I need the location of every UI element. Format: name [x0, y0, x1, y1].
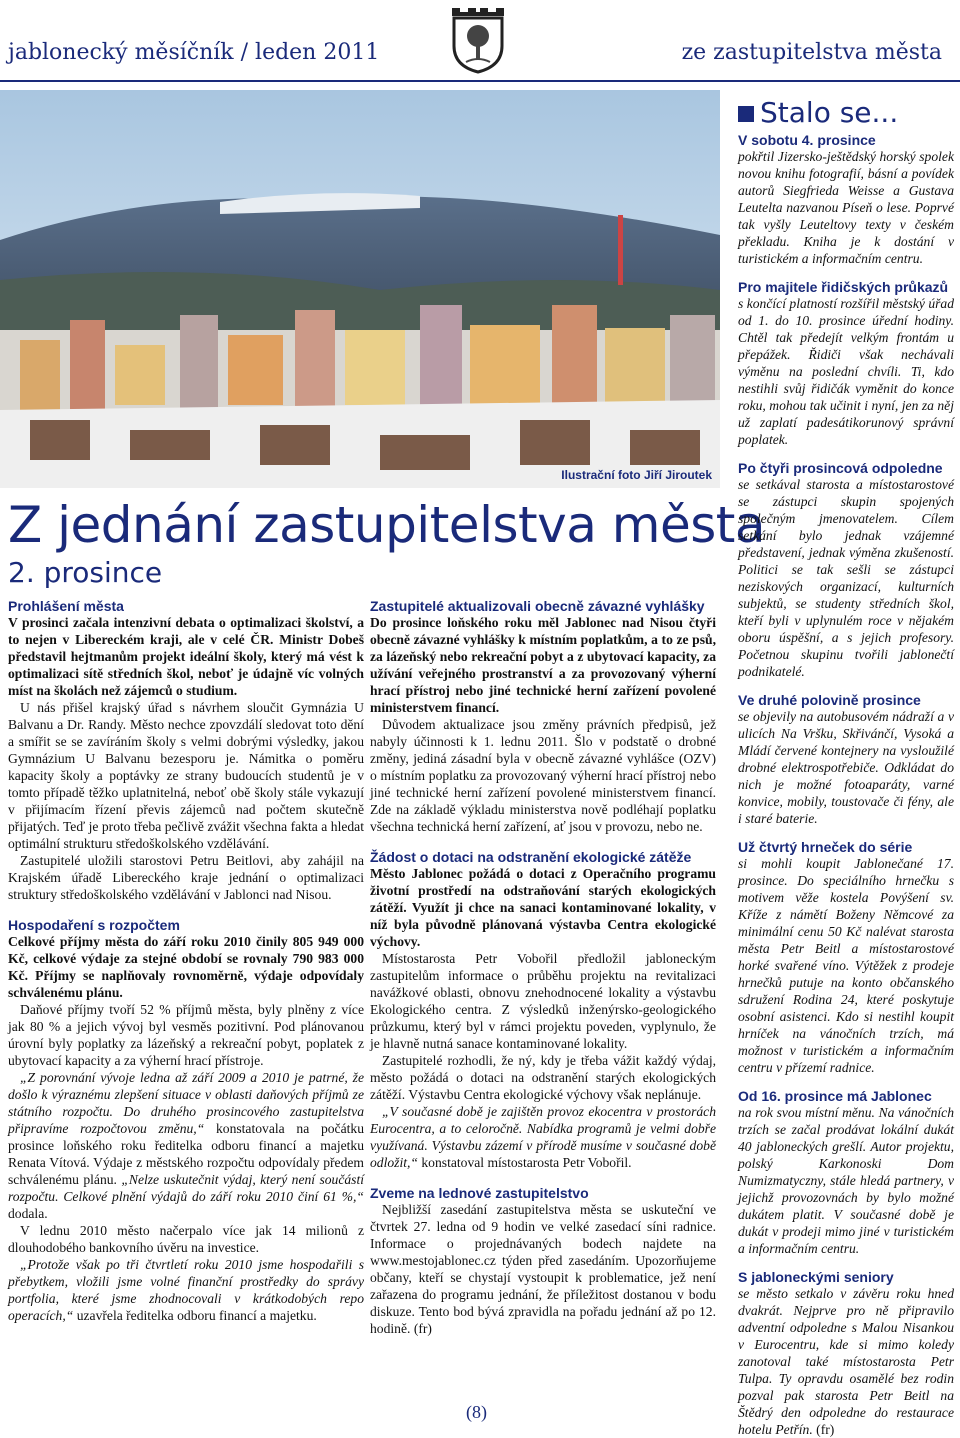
news-item — [738, 692, 954, 827]
sidebar-title-text: Stalo se... — [760, 96, 899, 129]
city-crest-icon — [446, 2, 510, 74]
city-photo — [0, 90, 720, 488]
news-item — [738, 1088, 954, 1257]
news-text: se setkával starosta a místostarostové se zástupci skupin spojených společným jmenovatelem. Cílem setkání bylo jednak vzájemné představení, jednak výměna zkušeností. Politici se tak sešli se zástupci neziskových organizací, kulturních subjektů, se studenty středních škol, kteří byli v uplynulém roce v nějakém oboru úspěšní, a s jejich profesory. Početnou skupinu tvořili jablonečtí podnikatelé. — [738, 477, 954, 679]
quote: „Nelze uskutečnit výdaj, který není součástí rozpočtu. Celkové plnění výdajů do září roku 2010 činí 61 %,“ — [8, 1172, 364, 1204]
news-heading: S jabloneckými seniory — [738, 1269, 894, 1285]
heading-ordinances: Zastupitelé aktualizovali obecně závazné vyhlášky — [370, 598, 705, 614]
heading-subsidy: Žádost o dotaci na odstranění ekologické zátěže — [370, 849, 692, 865]
paragraph: Místostarosta Petr Vobořil předložil jabloneckým zastupitelům informace o průběhu projektu na revitalizaci navážkové oblasti, obnovu znehodnocené lokality a výstavbu Ekologického centra. Z výsledků inženýrsko-geologického průzkumu, který byl v rámci projektu poveden, vyplynulo, že je hlavně nutná sanace kontaminované lokality. — [370, 951, 716, 1051]
paragraph — [370, 1201, 716, 1337]
page-number: (8) — [466, 1402, 487, 1422]
paragraph — [370, 1103, 716, 1171]
author-signature: (fr) — [816, 1422, 835, 1437]
magazine-title: jablonecký měsíčník / leden 2011 — [8, 40, 380, 65]
paragraph: V lednu 2010 město načerpalo více jak 14 milionů z dlouhodobého bankovního úvěru na investice. — [8, 1223, 364, 1255]
news-item — [738, 1269, 954, 1438]
news-item — [738, 132, 954, 267]
paragraph: U nás přišel krajský úřad s návrhem sloučit Gymnázia U Balvanu a Dr. Randy. Město nechce zpovzdálí sledovat toto dění a smířit se se zavíráním školy s velmi dobrými výsledky, jakou Gymnázium U Balvanu bezesporu je. Námitka o poměru kapacity školy a poptávky ze strany budoucích studentů je v tomto případě těžko uplatnitelná, neboť obě školy stále vykazují v přijímacím řízení převis zájemců nad počtem skutečně přijatých. Teď je proto třeba pečlivě zvážit všechna fakta a hledat optimální strukturu středoškolského vzdělávání. — [8, 700, 364, 851]
paragraph — [8, 1256, 364, 1324]
text: dodala. — [8, 1206, 48, 1221]
quote: „V současné době je zajištěn provoz ekocentra v prostorách Eurocentra, a to celoročně. Nabídka programů je velmi dobře využívaná. Výstavbu zázemí v přírodě musíme v současné době odložit,“ — [370, 1104, 716, 1170]
news-heading: Ve druhé polovině prosince — [738, 692, 921, 708]
author-signature: (fr) — [413, 1321, 432, 1336]
news-item — [738, 279, 954, 448]
news-text: pokřtil Jizersko-ještědský horský spolek novou knihu fotografií, básní a povídek autorů Siegfrieda Weisse a Gustava Leutelta nazvanou Píseň o lese. Poprvé tak vyšly Leuteltovy texty v českém překladu. Kniha je k dostání v turistickém a informačním centru. — [738, 149, 954, 266]
paragraph — [8, 1069, 364, 1222]
sidebar-news — [738, 132, 954, 1438]
paragraph: Důvodem aktualizace jsou změny právních předpisů, jež nabyly účinnosti k 1. lednu 2011. Šlo v podstatě o drobné změny, jediná zásadní byla v obecně závazné vyhlášce (OZV) o místním poplatku za provozovaný výherní hrací přístroj nebo jiné technické herní zařízení povolené ministerstvem financí. Zde na základě výkladu ministerstva nově podléhají poplatku všechna technická herní zařízení, ať jsou v provozu, nebo ne. — [370, 717, 716, 834]
news-text: na rok svou místní měnu. Na vánočních trzích se začal prodávat lokální dukát 40 jabloneckých grešlí. Autor projektu, polský Karkonoski Dom Numizmatyczny, stále hledá partnery, v jejichž provozovnách by bylo možné dukátem platit. V současné době je dukát v prodeji mimo jiné v turistickém a informačním centru. — [738, 1105, 954, 1256]
paragraph: Město Jablonec požádá o dotaci z Operačního programu životní prostředí na odstraňování starých ekologických zátěží. Využít ji chce na sanaci kontaminované lokality, v níž byla původně plánovaná výstavba Centra ekologické výchovy. — [370, 866, 716, 949]
page-header — [0, 0, 960, 88]
paragraph: Zastupitelé rozhodli, že ný, kdy je třeba vážit každý výdaj, město požádá o dotaci na odstranění starých ekologických zátěží. Výstavbu Centra ekologické výchovy však neplánuje. — [370, 1053, 716, 1102]
section-title: ze zastupitelstva města — [681, 40, 942, 65]
news-text: si mohli koupit Jablonečané 17. prosince. Do speciálního hrnečku s motivem věže kostela Povýšení sv. Kříže z námětí Boženy Němcové za minimální cenu 50 Kč nalévat starosta města Petr Beitl a místostarostové horké svařené víno. Výtěžek z prodeje hrnečků putuje na konto občanského sdružení Rodina 24, které poskytuje osobní asistenci. Kdo si nestihl koupit hrníček na vánočních trzích, má možnost v turistickém a informačním centru v přízemí radnice. — [738, 856, 954, 1075]
news-item — [738, 839, 954, 1076]
news-heading: Už čtvrtý hrneček do série — [738, 839, 913, 855]
header-rule — [0, 80, 960, 82]
paragraph: Zastupitelé uložili starostovi Petru Beitlovi, aby zahájil na Krajském úřadě Libereckého kraje jednání o optimalizaci struktury středoškolského vzdělávání v Jablonci nad Nisou. — [8, 853, 364, 902]
meeting-date: 2. prosince — [8, 556, 163, 589]
news-heading: Od 16. prosince má Jablonec — [738, 1088, 932, 1104]
news-item — [738, 460, 954, 680]
news-heading: V sobotu 4. prosince — [738, 132, 876, 148]
news-text: se město setkalo v závěru roku hned dvakrát. Nejprve pro ně připravilo adventní odpoledne s Malou Nisankou v Eurocentru, kde si mimo koledy zanotoval také místostarosta Petr Tulpa. Ty opravdu osamělé bez rodin pozval pak starosta Petr Beitl na Štědrý den odpoledne do restaurace hotelu Petřín. — [738, 1286, 954, 1437]
news-heading: Po čtyři prosincová odpoledne — [738, 460, 943, 476]
photo-credit: Ilustrační foto Jiří Jiroutek — [561, 468, 712, 482]
paragraph: Do prosince loňského roku měl Jablonec nad Nisou čtyři obecně závazné vyhlášky k místním poplatkům, a to ze psů, za lázeňský nebo rekreační pobyt a z ubytovací kapacity, za užívání veřejného prostranství a za provozovaný výherní hrací přístroj nebo jiné technické herní zařízení povolené ministerstvem financí. — [370, 615, 716, 715]
news-heading: Pro majitele řidičských průkazů — [738, 279, 949, 295]
text: konstatovala na počátku prosince loňského roku ředitelka odboru financí a majetku Renata Vítová. Výdaje z městského rozpočtu odpovídaly předem schválenému plánu. — [8, 1121, 364, 1187]
paragraph: V prosinci začala intenzivní debata o optimalizaci školství, a to nejen v Libereckém kraji, ale v celé ČR. Ministr Dobeš představil hejtmanům projekt ideální školy, který má vést k optimalizaci sítě středních škol, neboť je údajně víc volných míst na školách než zájemců o studium. — [8, 615, 364, 698]
text: uzavřela ředitelka odboru financí a majetku. — [73, 1308, 317, 1323]
quote: „Z porovnání vývoje ledna až září 2009 a 2010 je patrné, že došlo k výraznému zlepšení situace v oblasti daňových příjmů ze státního rozpočtu. Do druhého prosincového zastupitelstva připravíme rozpočtovou změnu,“ — [8, 1070, 364, 1136]
news-text: se objevily na autobusovém nádraží a v ulicích Na Vršku, Skřivánčí, Vysoká a Mládí červené kontejnery na vysloužilé drobné elektrospotřebiče. Odkládat do nich je možné fotoaparáty, varné konvice, mobily, toustovače či fény, ale i staré baterie. — [738, 709, 954, 826]
text: Nejbližší zasedání zastupitelstva města se uskuteční ve čtvrtek 27. ledna od 9 hodin ve velké zasedací síni radnice. Informace o projednávaných bodech najdete na www.mestojablonec.cz týden před zasedáním. Upozorňujeme občany, kteří se chystají vystoupit k problematice, jež není zařazena do programu jednání, že příležitost dostanou v bodu diskuze. Tento bod bývá zpravidla na pořadu jednání až po 12. hodině. — [370, 1202, 716, 1336]
column-1 — [8, 598, 364, 1324]
paragraph: Celkové příjmy města do září roku 2010 činily 805 949 000 Kč, celkové výdaje za stejné období se rovnaly 790 983 000 Kč. Příjmy se naplňovaly rovnoměrně, výdaje odpovídaly schválenému plánu. — [8, 934, 364, 1000]
heading-budget: Hospodaření s rozpočtem — [8, 917, 180, 933]
sidebar-title — [738, 96, 898, 129]
news-text: s končící platností rozšířil městský úřad od 1. do 10. prosince úřední hodiny. Chtěl tak předejít velkým frontám u přepážek. Řidiči však nechávali výměnu na poslední chvíli. Ti, kdo nestihli svůj řidičák vyměnit do konce roku, mohou tak učinit i nyní, jen za něj už zaplatí padesátikorunový správní poplatek. — [738, 296, 954, 447]
column-2 — [370, 598, 716, 1337]
heading-invitation: Zveme na lednové zastupitelstvo — [370, 1185, 589, 1201]
text: konstatoval místostarosta Petr Vobořil. — [417, 1155, 632, 1170]
heading-city-statement: Prohlášení města — [8, 598, 124, 614]
page-title: Z jednání zastupitelstva města — [8, 496, 765, 554]
quote: „Protože však po tři čtvrtletí roku 2010 jsme hospodařili s přebytkem, vložili jsme volné finanční prostředky do správy portfolia, které jsme zhodnocovali v krátkodobých repo operacích,“ — [8, 1257, 364, 1323]
paragraph: Daňové příjmy tvoří 52 % příjmů města, byly plněny z více jak 80 % a jejich vývoj byl vesměs pozitivní. Pod plánovanou úrovní byly poplatky za lázeňský a rekreační pobyt, poplatek z ubytovací kapacity a za výherní hrací přístroje. — [8, 1002, 364, 1068]
winter-city-image — [0, 90, 720, 488]
square-bullet-icon — [738, 106, 754, 122]
